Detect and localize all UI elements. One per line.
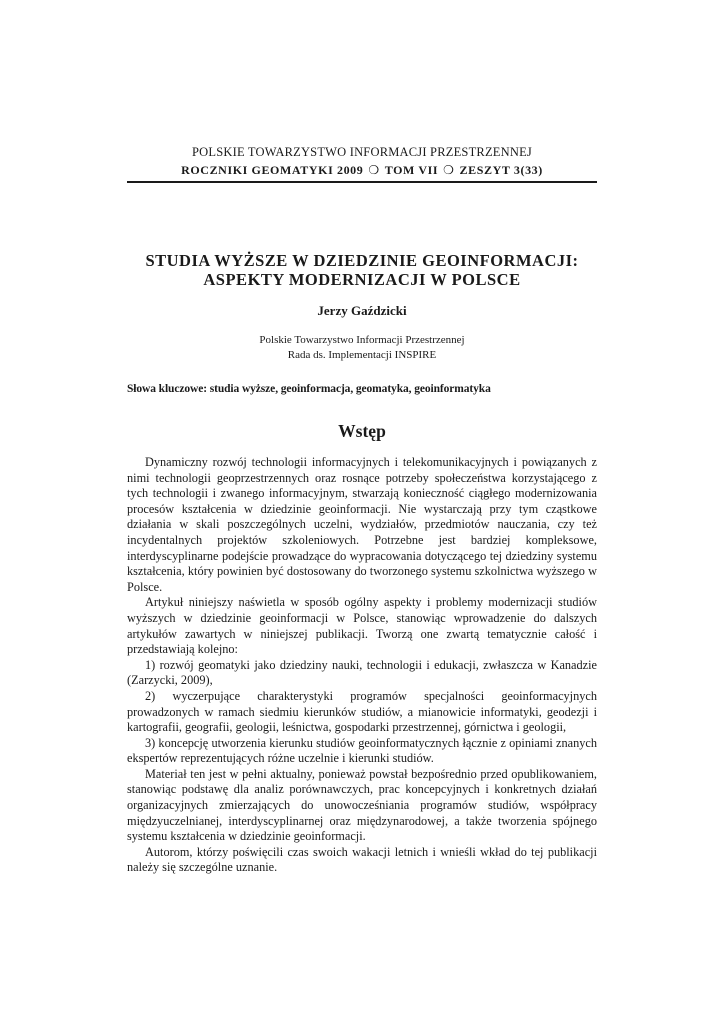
separator-icon: ❍ <box>368 163 380 177</box>
list-item: 1) rozwój geomatyki jako dziedziny nauki, technologii i edukacji, zwłaszcza w Kanadzie (Zarzycki, 2009), <box>127 657 597 688</box>
journal-volume: TOM VII <box>384 163 439 177</box>
list-item: 2) wyczerpujące charakterystyki programów specjalności geoinformacyjnych prowadzonych w ramach siedmiu kierunków studiów, a mianowicie informatyki, geodezji i kartografii, geografii, geologii, leśnictwa, gospodarki przestrzennej, górnictwa i geologii, <box>127 688 597 735</box>
journal-info <box>0 163 724 178</box>
article-title <box>0 251 724 289</box>
separator-icon: ❍ <box>443 163 455 177</box>
header-divider <box>127 181 597 183</box>
paragraph: Autorom, którzy poświęcili czas swoich wakacji letnich i wnieśli wkład do tej publikacji należy się szczególne uznanie. <box>127 844 597 875</box>
keywords: Słowa kluczowe: studia wyższe, geoinformacja, geomatyka, geoinformatyka <box>127 383 491 395</box>
article-title-line-2: ASPEKTY MODERNIZACJI W POLSCE <box>203 270 521 289</box>
list-item: 3) koncepcję utworzenia kierunku studiów geoinformatycznych łącznie z opiniami znanych ekspertów reprezentujących różne uczelnie i kierunki studiów. <box>127 735 597 766</box>
author-affiliation <box>0 333 724 362</box>
section-body <box>127 455 597 876</box>
affiliation-line-2: Rada ds. Implementacji INSPIRE <box>287 348 437 361</box>
paragraph: Artykuł niniejszy naświetla w sposób ogólny aspekty i problemy modernizacji studiów wyższych w dziedzinie geoinformacji w Polsce, stanowiąc wprowadzenie do dalszych artykułów zawartych w niniejszej publikacji. Tworzą one zwartą tematycznie całość i przedstawiają kolejno: <box>127 595 597 657</box>
article-author: Jerzy Gaździcki <box>317 303 407 318</box>
paragraph: Dynamiczny rozwój technologii informacyjnych i telekomunikacyjnych i powiązanych z nimi technologii geoprzestrzennych oraz rosnące potrzeby społeczeństwa korzystającego z tych technologii i zwanego informacyjnym, stwarzają konieczność ciągłego modernizowania procesów kształcenia w dziedzinie geoinformacji. Nie wystarczają przy tym cząstkowe działania w skali poszczególnych uczelni, wydziałów, przedmiotów nauczania, czy też incydentalnych projektów szkoleniowych. Potrzebne jest bardziej kompleksowe, interdyscyplinarne podejście prowadzące do wypracowania dotyczącego tej dziedziny systemu kształcenia, który powinien być dostosowany do tworzonego systemu szkolnictwa wyższego w Polsce. <box>127 455 597 594</box>
journal-title: ROCZNIKI GEOMATYKI 2009 <box>181 163 364 177</box>
article-title-line-1: STUDIA WYŻSZE W DZIEDZINIE GEOINFORMACJI: <box>145 251 579 270</box>
affiliation-line-1: Polskie Towarzystwo Informacji Przestrzennej <box>259 334 465 346</box>
journal-issue: ZESZYT 3(33) <box>459 163 543 177</box>
paragraph: Materiał ten jest w pełni aktualny, ponieważ powstał bezpośrednio przed opublikowaniem, stanowiąc podstawę dla analiz porównawczych, prac koncepcyjnych i konkretnych działań organizacyjnych zmierzających do unowocześniania programów studiów, współpracy międzyuczelnianej, interdyscyplinarnej oraz międzynarodowej, a także tworzenia spójnego systemu kształcenia w dziedzinie geoinformacji. <box>127 766 597 844</box>
section-heading: Wstęp <box>338 421 386 441</box>
journal-publisher: POLSKIE TOWARZYSTWO INFORMACJI PRZESTRZENNEJ <box>192 145 532 159</box>
